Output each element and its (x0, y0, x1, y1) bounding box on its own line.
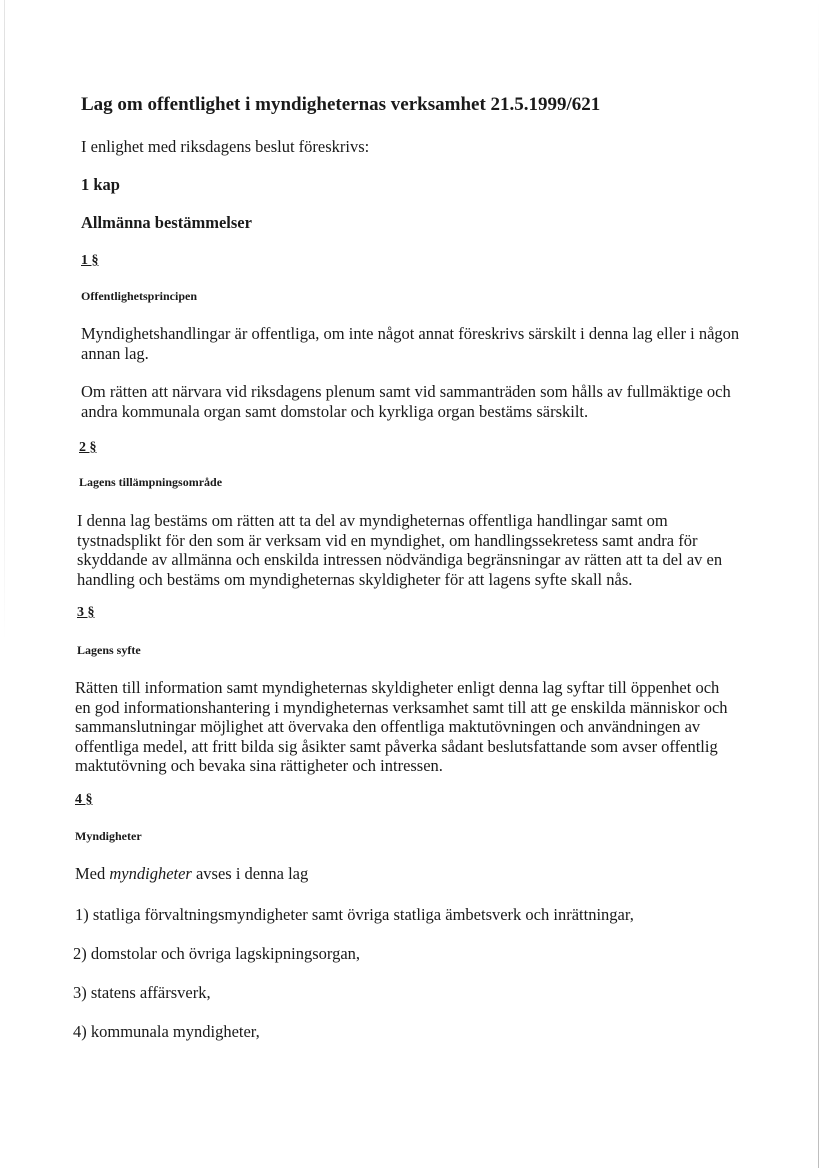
paragraph (81, 382, 731, 421)
section-number: 4 § (75, 792, 93, 807)
paragraph (75, 678, 728, 776)
section-heading: Offentlighetsprincipen (81, 289, 197, 303)
paragraph-line: I denna lag bestäms om rätten att ta del av myndigheternas offentliga handlingar samt om (77, 511, 668, 530)
list-item: 2) domstolar och övriga lagskipningsorgan, (73, 944, 361, 963)
paragraph-line: offentliga medel, att fritt bilda sig åsikter samt påverka sådant beslutsfattande som avser offentlig (75, 736, 718, 756)
list-item: 1) statliga förvaltningsmyndigheter samt övriga statliga ämbetsverk och inrättningar, (75, 905, 634, 924)
paragraph (81, 324, 739, 363)
section-heading: Lagens tillämpningsområde (79, 475, 223, 489)
paragraph-line: tystnadsplikt för den som är verksam vid en myndighet, om handlingssekretess samt andra för (77, 530, 698, 550)
paragraph-line: maktutövning och bevaka sina rättigheter och intressen. (75, 756, 443, 775)
chapter-number: 1 kap (81, 175, 120, 194)
emphasized-term: myndigheter (109, 864, 192, 883)
chapter-title: Allmänna bestämmelser (81, 213, 252, 232)
section-number: 1 § (81, 253, 99, 268)
paragraph-line: en god informationshantering i myndigheternas verksamhet samt till att ge enskilda människor och (75, 697, 728, 717)
paragraph-line: handling och bestäms om myndigheternas skyldigheter för att lagens syfte skall nås. (77, 569, 633, 589)
paragraph-line: andra kommunala organ samt domstolar och kyrkliga organ bestäms särskilt. (81, 401, 589, 421)
list-item: 3) statens affärsverk, (73, 983, 211, 1002)
paragraph-line: Rätten till information samt myndigheternas skyldigheter enligt denna lag syftar till öppenhet och (75, 678, 720, 697)
list-item: 4) kommunala myndigheter, (73, 1022, 260, 1041)
paragraph-line: Myndighetshandlingar är offentliga, om inte något annat föreskrivs särskilt i denna lag eller i någon (81, 324, 740, 343)
scan-edge-right (818, 0, 819, 1168)
paragraph-line: Om rätten att närvara vid riksdagens plenum samt vid sammanträden som hålls av fullmäktige och (81, 382, 731, 401)
paragraph-line: sammanslutningar möjlighet att övervaka den offentliga maktutövningen och användningen av (75, 717, 701, 736)
scan-edge-left (4, 0, 5, 640)
section-heading: Lagens syfte (77, 643, 141, 657)
document-title: Lag om offentlighet i myndigheternas verksamhet 21.5.1999/621 (81, 94, 601, 115)
intro-text: avses i denna lag (195, 864, 309, 883)
section-heading: Myndigheter (75, 829, 142, 843)
paragraph-line: annan lag. (81, 343, 149, 363)
intro-text: Med (75, 864, 106, 883)
section-number: 2 § (79, 440, 97, 455)
definition-intro (75, 864, 308, 884)
paragraph (77, 511, 722, 589)
paragraph-line: skyddande av allmänna och enskilda intressen nödvändiga begränsningar av rätten att ta del av en (77, 550, 723, 569)
section-number: 3 § (77, 605, 95, 620)
enactment-clause: I enlighet med riksdagens beslut föreskrivs: (81, 137, 370, 156)
